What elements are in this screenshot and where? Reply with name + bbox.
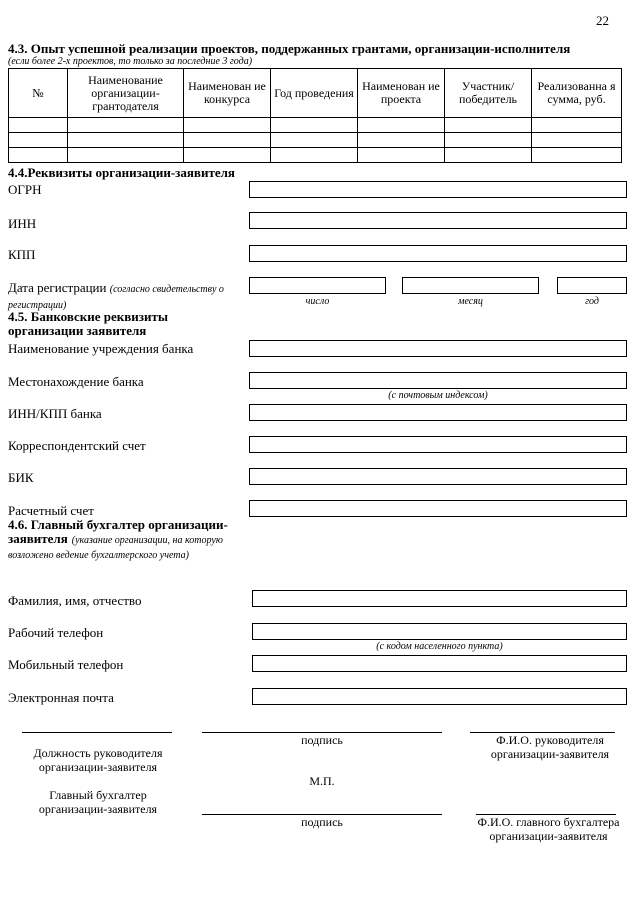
col-participant: Участник/ победитель [445,69,532,118]
fio-label: Фамилия, имя, отчество [8,593,142,608]
table-cell[interactable] [9,148,68,163]
table-cell[interactable] [184,118,271,133]
table-row [9,133,622,148]
mobile-phone-field[interactable] [252,655,627,672]
account-label: Расчетный счет [8,503,94,518]
table-cell[interactable] [358,148,445,163]
postal-caption: (с почтовым индексом) [388,390,488,401]
bank-inn-field[interactable] [249,404,627,421]
reg-day-field[interactable] [249,277,386,294]
bank-location-label: Местонахождение банка [8,374,144,389]
table-row [9,118,622,133]
col-number: № [9,69,68,118]
bank-name-label: Наименование учреждения банка [8,341,194,356]
col-year: Год проведения [271,69,358,118]
head-signature-caption: подпись [301,733,343,747]
table-cell[interactable] [184,133,271,148]
table-cell[interactable] [68,118,184,133]
table-row [9,148,622,163]
corr-account-label: Корреспондентский счет [8,438,146,453]
day-caption: число [305,296,330,307]
table-cell[interactable] [271,148,358,163]
ogrn-field[interactable] [249,181,627,198]
table-cell[interactable] [445,133,532,148]
fio-field[interactable] [252,590,627,607]
head-position-line [22,732,172,733]
table-cell[interactable] [9,133,68,148]
reg-year-field[interactable] [557,277,627,294]
bik-label: БИК [8,470,34,485]
table-cell[interactable] [532,148,622,163]
bik-field[interactable] [249,468,627,485]
table-cell[interactable] [358,118,445,133]
mobile-phone-label: Мобильный телефон [8,657,124,672]
account-field[interactable] [249,500,627,517]
kpp-field[interactable] [249,245,627,262]
email-field[interactable] [252,688,627,705]
reg-date-note: (согласно свидетельству о регистрации) [8,284,224,311]
section-4-6-note: (указание организации, на которую возложено ведение бухгалтерского учета) [8,535,223,561]
table-cell[interactable] [9,118,68,133]
work-phone-field[interactable] [252,623,627,640]
section-4-6-bold: 4.6. Главный бухгалтер организации-заявителя [8,517,228,546]
table-cell[interactable] [532,133,622,148]
stamp-label: М.П. [309,774,335,788]
bank-name-field[interactable] [249,340,627,357]
table-header-row [9,69,622,118]
inn-field[interactable] [249,212,627,229]
table-cell[interactable] [532,118,622,133]
bank-inn-label: ИНН/КПП банка [8,406,102,421]
inn-label: ИНН [8,216,37,231]
table-cell[interactable] [445,118,532,133]
section-4-4-title: 4.4.Реквизиты организации-заявителя [8,165,235,180]
page-number: 22 [596,13,609,28]
section-4-3-title: 4.3. Опыт успешной реализации проектов, поддержанных грантами, организации-исполнителя [8,41,571,56]
section-4-6-title [8,518,248,562]
table-cell[interactable] [68,148,184,163]
table-cell[interactable] [68,133,184,148]
col-contest: Наименован ие конкурса [184,69,271,118]
section-4-5-title: 4.5. Банковские реквизиты организации заявителя [8,309,169,338]
head-fio-caption: Ф.И.О. руководителя организации-заявителя [490,733,610,761]
table-cell[interactable] [358,133,445,148]
year-caption: год [585,296,599,307]
table-cell[interactable] [271,133,358,148]
chief-fio-caption: Ф.И.О. главного бухгалтера организации-заявителя [477,815,620,843]
grants-table [8,68,622,163]
city-code-caption: (с кодом населенного пункта) [376,641,503,652]
table-cell[interactable] [184,148,271,163]
kpp-label: КПП [8,247,36,262]
col-project: Наименован ие проекта [358,69,445,118]
chief-signature-caption: подпись [301,815,343,829]
ogrn-label: ОГРН [8,182,42,197]
col-amount: Реализованна я сумма, руб. [532,69,622,118]
section-4-3-note: (если более 2-х проектов, то только за последние 3 года) [8,56,253,67]
bank-location-field[interactable] [249,372,627,389]
reg-month-field[interactable] [402,277,539,294]
work-phone-label: Рабочий телефон [8,625,104,640]
month-caption: месяц [458,296,483,307]
table-cell[interactable] [445,148,532,163]
reg-date-label [8,280,253,312]
chief-accountant-caption: Главный бухгалтер организации-заявителя [38,788,158,816]
head-position-caption: Должность руководителя организации-заявителя [33,746,163,774]
reg-date-text: Дата регистрации [8,280,107,295]
col-grantor: Наименование организации-грантодателя [68,69,184,118]
corr-account-field[interactable] [249,436,627,453]
table-cell[interactable] [271,118,358,133]
email-label: Электронная почта [8,690,114,705]
